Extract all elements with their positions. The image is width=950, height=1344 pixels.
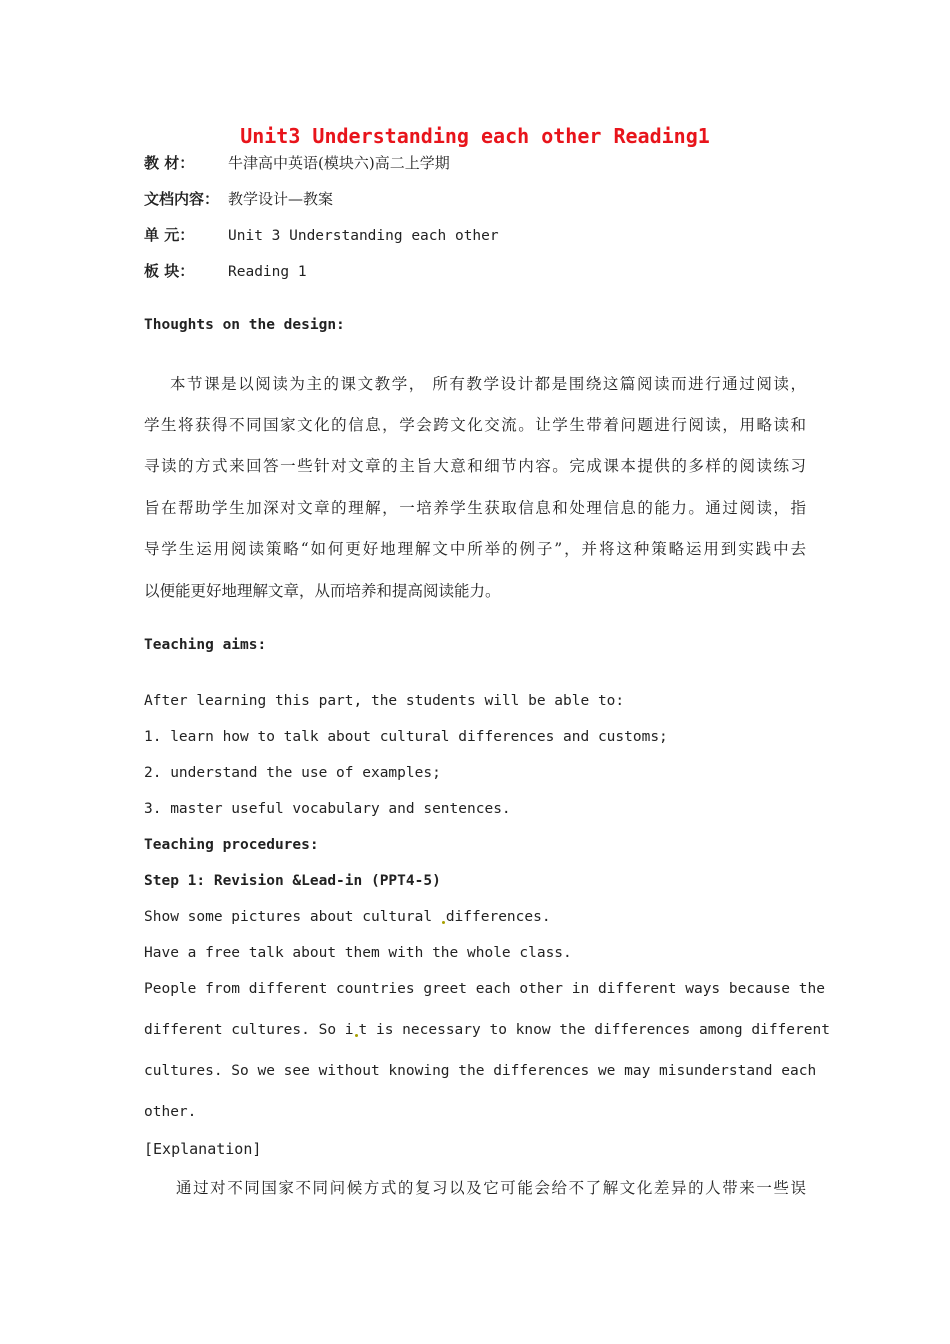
thoughts-paragraph	[144, 372, 806, 612]
meta-value: Unit 3 Understanding each other	[228, 228, 499, 244]
paragraph-line: t is necessary to know the differences among different	[358, 1022, 830, 1038]
meta-row-section	[144, 260, 307, 281]
step1-line: Have a free talk about them with the whole class.	[144, 945, 572, 961]
aims-intro: After learning this part, the students will be able to:	[144, 693, 625, 709]
explanation-line	[176, 1176, 806, 1198]
meta-label: 板 块：	[144, 262, 195, 280]
paragraph-line: 学生将获得不同国家文化的信息，学会跨文化交流。让学生带着问题进行阅读，用略读和	[144, 416, 806, 434]
step1-paragraph	[144, 981, 830, 1121]
paragraph-line: People from different countries greet each other in different ways because the	[144, 981, 825, 997]
document-title: Unit3 Understanding each other Reading1	[240, 124, 710, 148]
meta-value: 教学设计—教案	[228, 190, 334, 208]
aim-item: 3. master useful vocabulary and sentences.	[144, 801, 511, 817]
explanation-heading: [Explanation]	[144, 1140, 262, 1158]
paragraph-line: 寻读的方式来回答一些针对文章的主旨大意和细节内容。完成课本提供的多样的阅读练习	[144, 457, 806, 475]
meta-label: 单 元：	[144, 226, 195, 244]
paragraph-line: 以便能更好地理解文章，从而培养和提高阅读能力。	[144, 582, 501, 600]
aim-item: 2. understand the use of examples;	[144, 765, 441, 781]
paragraph-line: 本节课是以阅读为主的课文教学， 所有教学设计都是围绕这篇阅读而进行通过阅读，	[170, 375, 806, 393]
step1-line-text: Show some pictures about cultural	[144, 909, 441, 925]
meta-row-content	[144, 188, 333, 209]
step1-line-text: differences.	[445, 909, 551, 925]
meta-value: Reading 1	[228, 264, 307, 280]
paragraph-line: 旨在帮助学生加深对文章的理解，一培养学生获取信息和处理信息的能力。通过阅读，指	[144, 499, 806, 517]
aims-heading: Teaching aims:	[144, 637, 267, 653]
paragraph-line: other.	[144, 1104, 197, 1120]
procedures-heading: Teaching procedures:	[144, 837, 319, 853]
paragraph-line: 导学生运用阅读策略“如何更好地理解文中所举的例子”，并将这种策略运用到实践中去	[144, 540, 806, 558]
thoughts-heading: Thoughts on the design:	[144, 317, 345, 333]
meta-row-unit	[144, 224, 499, 245]
meta-label: 教 材：	[144, 154, 195, 172]
comment-marker-icon	[355, 1034, 358, 1037]
aim-item: 1. learn how to talk about cultural differences and customs;	[144, 729, 668, 745]
meta-value: 牛津高中英语(模块六)高二上学期	[228, 154, 450, 172]
paragraph-line: cultures. So we see without knowing the differences we may misunderstand each	[144, 1063, 817, 1079]
comment-marker-icon	[442, 921, 445, 924]
paragraph-line: different cultures. So i	[144, 1022, 354, 1038]
meta-label: 文档内容：	[144, 190, 220, 208]
step1-line	[144, 909, 551, 925]
meta-row-textbook	[144, 152, 450, 173]
paragraph-line: 通过对不同国家不同问候方式的复习以及它可能会给不了解文化差异的人带来一些误	[176, 1179, 806, 1197]
step1-heading: Step 1: Revision &Lead-in (PPT4-5)	[144, 873, 441, 889]
